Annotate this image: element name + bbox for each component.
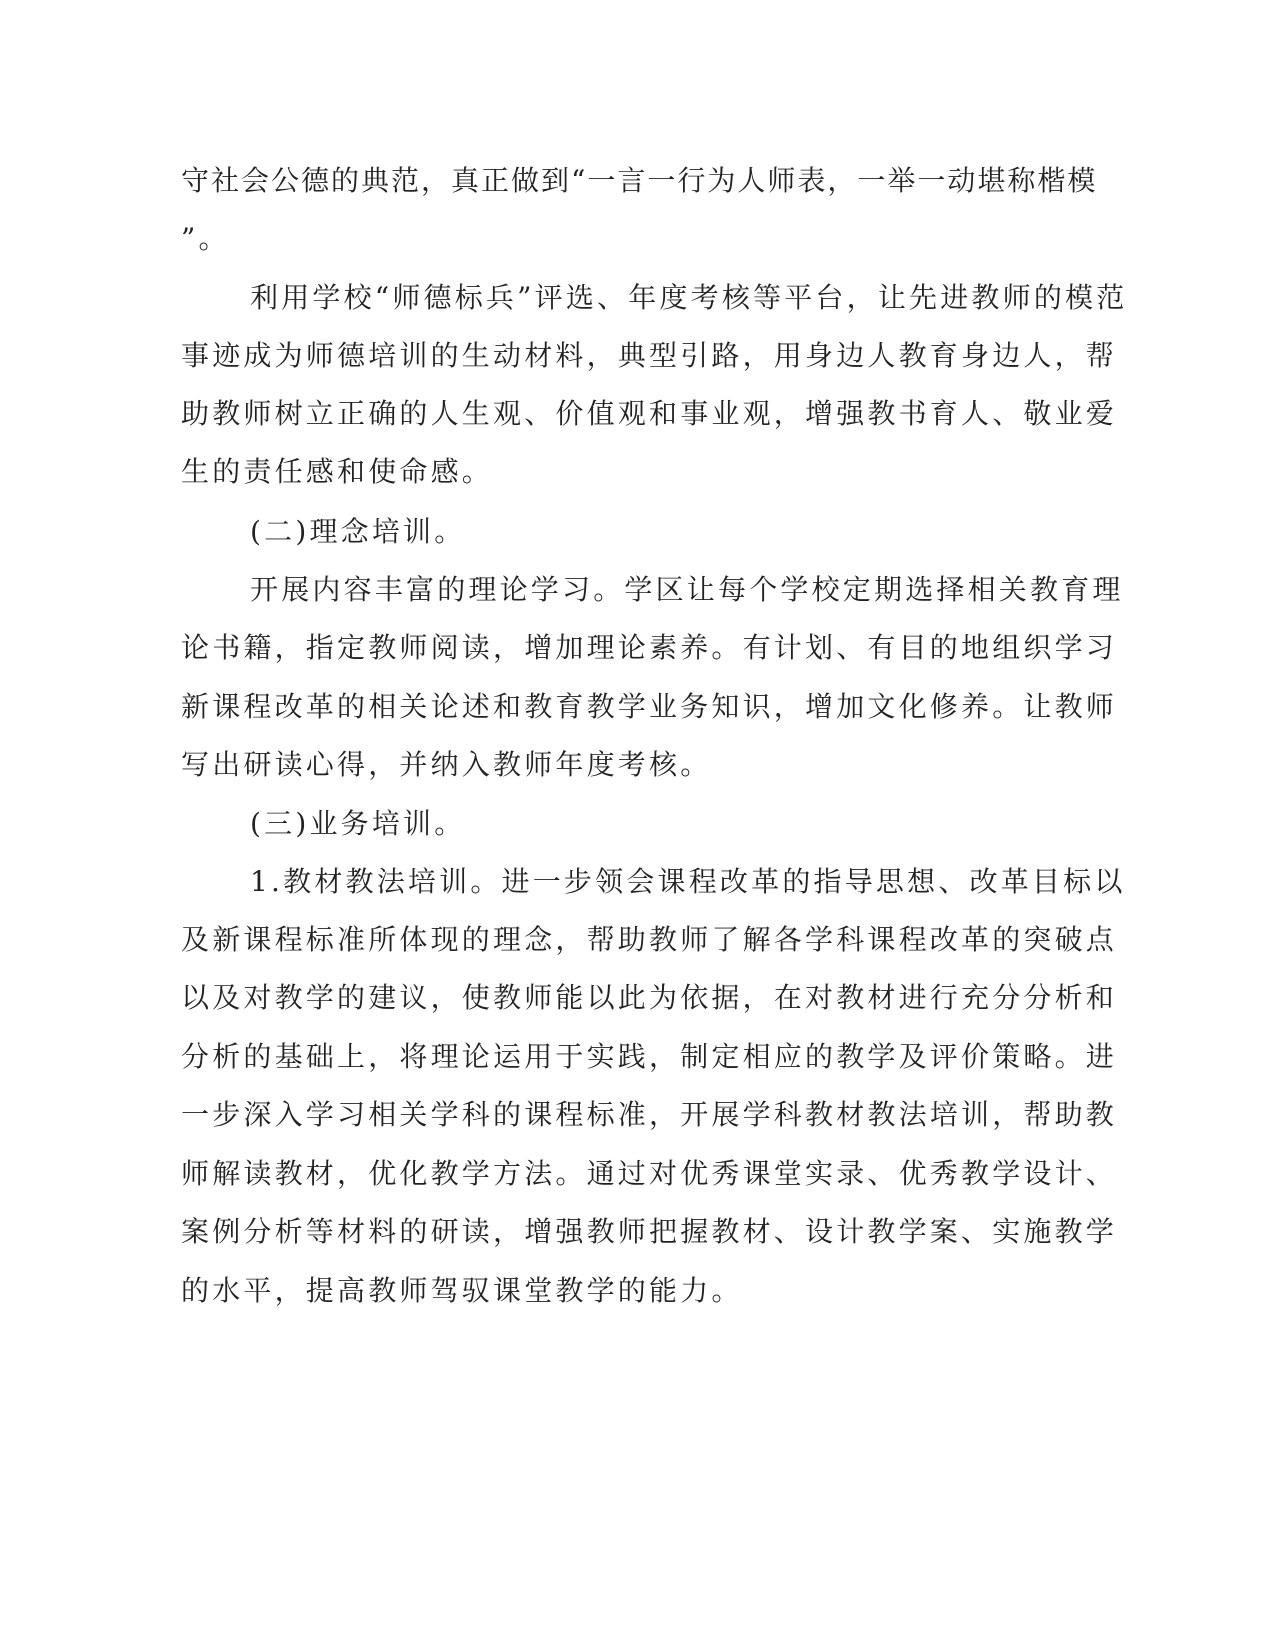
text-line: 论书籍，指定教师阅读，增加理论素养。有计划、有目的地组织学习 bbox=[181, 631, 1118, 664]
text-line: 案例分析等材料的研读，增强教师把握教材、设计教学案、实施教学 bbox=[181, 1215, 1118, 1248]
text-line: 的水平，提高教师驾驭课堂教学的能力。 bbox=[181, 1274, 743, 1307]
text-line: 事迹成为师德培训的生动材料，典型引路，用身边人教育身边人，帮 bbox=[181, 339, 1118, 372]
section-heading: (三)业务培训。 bbox=[250, 807, 466, 840]
text-line: 生的责任感和使命感。 bbox=[181, 455, 494, 488]
text-line: 守社会公德的典范，真正做到“一言一行为人师表，一举一动堪称楷模 bbox=[181, 164, 1098, 197]
paragraph-first-line: 利用学校“师德标兵”评选、年度考核等平台，让先进教师的模范 bbox=[250, 281, 1128, 314]
text-line: 以及对教学的建议，使教师能以此为依据，在对教材进行充分分析和 bbox=[181, 981, 1118, 1014]
paragraph-first-line: 开展内容丰富的理论学习。学区让每个学校定期选择相关教育理 bbox=[250, 573, 1124, 606]
section-heading: (二)理念培训。 bbox=[250, 515, 466, 548]
text-line: 师解读教材，优化教学方法。通过对优秀课堂实录、优秀教学设计、 bbox=[181, 1157, 1118, 1190]
text-line: 及新课程标准所体现的理念，帮助教师了解各学科课程改革的突破点 bbox=[181, 923, 1118, 956]
text-line: 分析的基础上，将理论运用于实践，制定相应的教学及评价策略。进 bbox=[181, 1040, 1118, 1073]
text-line: 写出研读心得，并纳入教师年度考核。 bbox=[181, 748, 712, 781]
paragraph-first-line: 1.教材教法培训。进一步领会课程改革的指导思想、改革目标以 bbox=[250, 865, 1126, 898]
text-line: 助教师树立正确的人生观、价值观和事业观，增强教书育人、敬业爱 bbox=[181, 397, 1118, 430]
text-line: 新课程改革的相关论述和教育教学业务知识，增加文化修养。让教师 bbox=[181, 690, 1118, 723]
text-line: 一步深入学习相关学科的课程标准，开展学科教材教法培训，帮助教 bbox=[181, 1098, 1118, 1131]
text-line: ”。 bbox=[181, 222, 230, 255]
